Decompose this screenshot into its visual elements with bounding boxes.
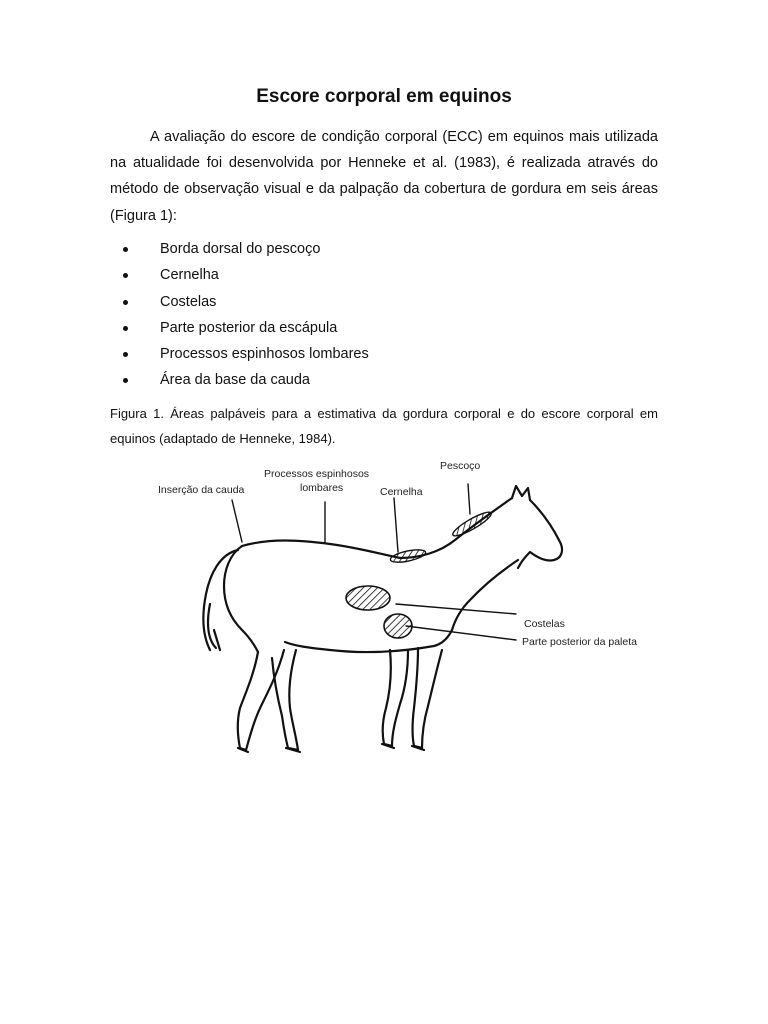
figure-caption: Figura 1. Áreas palpáveis para a estimativa da gordura corporal e do escore corporal em equinos (adaptado de Henneke, 1984). <box>110 406 658 446</box>
label-insercao-cauda: Inserção da cauda <box>158 484 245 496</box>
bullet-icon <box>123 326 128 331</box>
area-cernelha <box>389 547 426 564</box>
horse-rump <box>224 546 258 652</box>
list-item: Cernelha <box>110 262 630 288</box>
label-processos-1: Processos espinhosos <box>264 468 370 480</box>
horse-hind-leg <box>238 650 284 750</box>
intro-paragraph: A avaliação do escore de condição corporal (ECC) em equinos mais utilizada na atualidade foi desenvolvida por Henneke et al. (1983), é realizada através do método de observação visual e da palpação da cobertura de gordura em seis áreas (Figura 1): <box>110 129 658 224</box>
horse-belly <box>285 630 452 652</box>
bullet-icon <box>123 300 128 305</box>
label-pescoco: Pescoço <box>440 460 481 472</box>
list-item: Parte posterior da escápula <box>110 315 630 341</box>
bullet-icon <box>123 247 128 252</box>
bullet-icon <box>123 352 128 357</box>
horse-neck-front <box>452 560 518 630</box>
list-item: Área da base da cauda <box>110 367 630 393</box>
label-cernelha: Cernelha <box>380 486 423 498</box>
horse-front-leg-2 <box>383 650 408 746</box>
bullet-icon <box>123 378 128 383</box>
area-costelas <box>346 586 390 610</box>
area-paleta <box>384 614 412 638</box>
horse-tail <box>203 550 238 650</box>
bullet-icon <box>123 273 128 278</box>
palpable-areas-list <box>110 236 630 394</box>
horse-front-leg <box>413 648 443 748</box>
list-item: Costelas <box>110 289 630 315</box>
horse-ears <box>512 486 530 500</box>
label-parte-posterior-paleta: Parte posterior da paleta <box>522 636 637 648</box>
horse-drawing <box>150 454 660 784</box>
list-item: Borda dorsal do pescoço <box>110 236 630 262</box>
label-processos-2: lombares <box>300 482 344 494</box>
horse-hind-leg-2 <box>272 650 298 750</box>
area-pescoco <box>450 509 493 540</box>
list-item: Processos espinhosos lombares <box>110 341 630 367</box>
label-costelas: Costelas <box>524 618 565 630</box>
horse-figure <box>150 454 660 784</box>
horse-head <box>518 500 562 568</box>
page-title: Escore corporal em equinos <box>256 86 512 107</box>
